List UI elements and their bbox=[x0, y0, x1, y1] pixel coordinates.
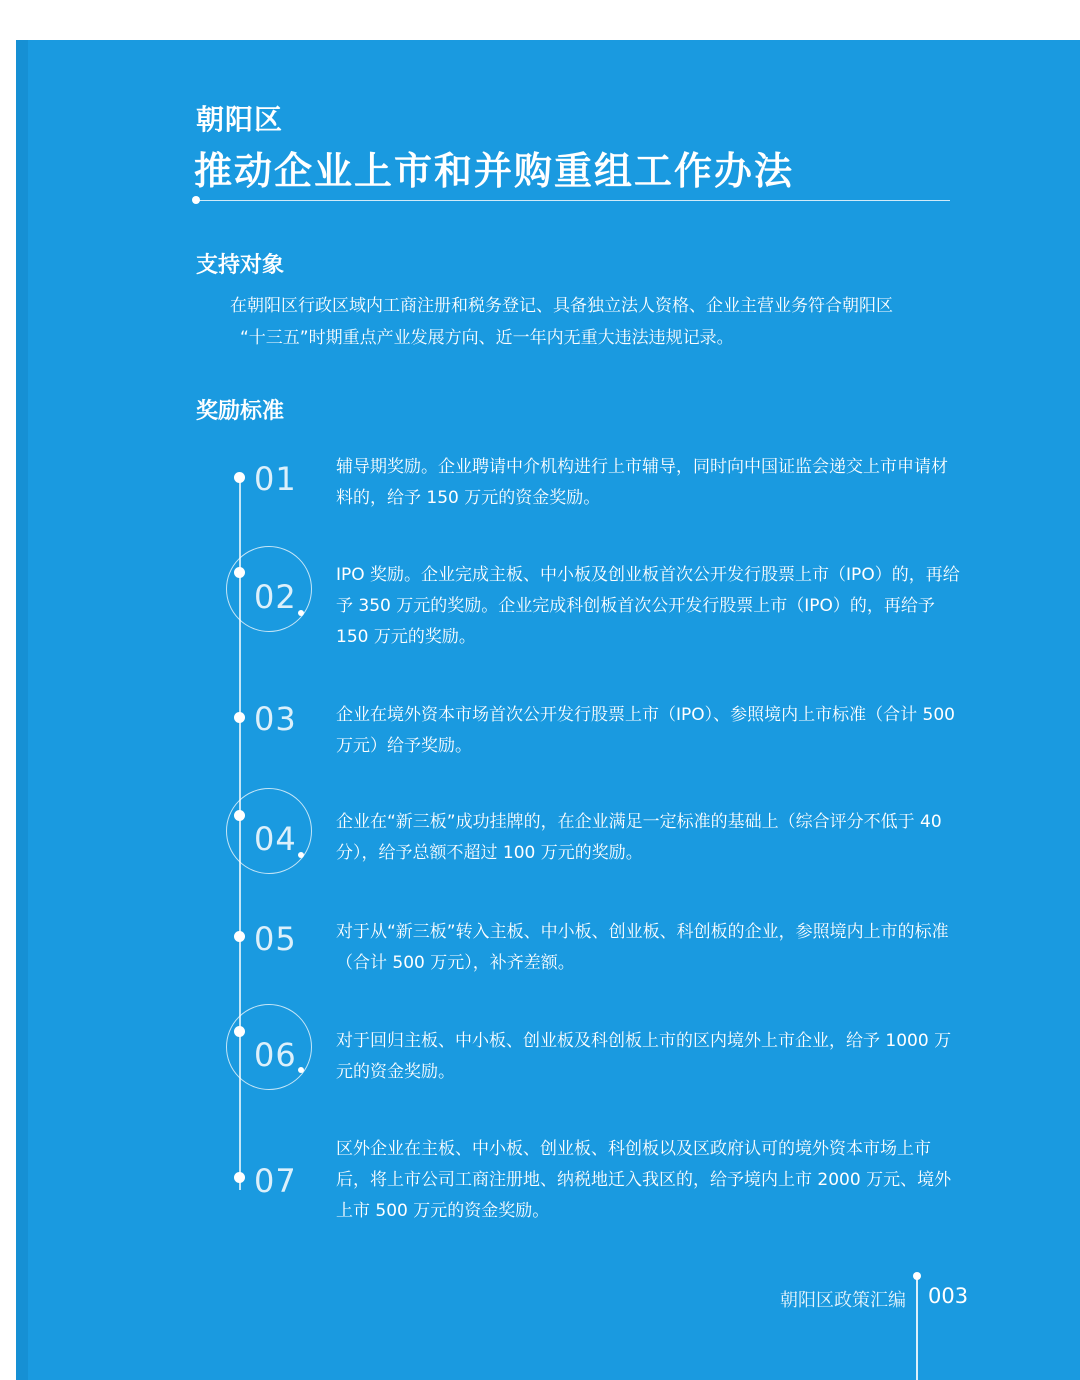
support-text bbox=[230, 290, 970, 354]
page-number: 003 bbox=[928, 1284, 969, 1308]
district-subtitle: 朝阳区 bbox=[196, 103, 284, 136]
timeline-node bbox=[234, 1026, 245, 1037]
item-text: 企业在“新三板”成功挂牌的，在企业满足一定标准的基础上（综合评分不低于 40 分），给予总额不超过 100 万元的奖励。 bbox=[336, 812, 942, 863]
page-title: 推动企业上市和并购重组工作办法 bbox=[194, 149, 795, 193]
item-text: 辅导期奖励。企业聘请中介机构进行上市辅导，同时向中国证监会递交上市申请材料的，给予 150 万元的资金奖励。 bbox=[336, 457, 948, 508]
timeline-node bbox=[234, 810, 245, 821]
item-number: 05 bbox=[254, 920, 297, 958]
timeline-node bbox=[234, 1172, 245, 1183]
item-text: IPO 奖励。企业完成主板、中小板及创业板首次公开发行股票上市（IPO）的，再给予 350 万元的奖励。企业完成科创板首次公开发行股票上市（IPO）的，再给予 150 万元的奖励。 bbox=[336, 565, 960, 647]
timeline-node bbox=[234, 712, 245, 723]
footer-divider-dot bbox=[913, 1272, 921, 1280]
item-text: 对于回归主板、中小板、创业板及科创板上市的区内境外上市企业，给予 1000 万元的资金奖励。 bbox=[336, 1031, 952, 1082]
item-text: 区外企业在主板、中小板、创业板、科创板以及区政府认可的境外资本市场上市后，将上市公司工商注册地、纳税地迁入我区的，给予境内上市 2000 万元、境外上市 500 万元的资金奖励。 bbox=[336, 1139, 952, 1221]
support-line-1: 在朝阳区行政区域内工商注册和税务登记、具备独立法人资格、企业主营业务符合朝阳区 bbox=[230, 296, 893, 316]
title-divider bbox=[196, 200, 950, 201]
timeline-node bbox=[234, 567, 245, 578]
item-number: 02 bbox=[254, 578, 297, 616]
support-line-2: “十三五”时期重点产业发展方向、近一年内无重大违法违规记录。 bbox=[240, 328, 734, 348]
item-number: 04 bbox=[254, 820, 297, 858]
timeline-node bbox=[234, 472, 245, 483]
item-number: 01 bbox=[254, 460, 297, 498]
item-text: 对于从“新三板”转入主板、中小板、创业板、科创板的企业，参照境内上市的标准（合计 500 万元），补齐差额。 bbox=[336, 922, 949, 973]
divider-dot bbox=[192, 196, 200, 204]
publication-name: 朝阳区政策汇编 bbox=[780, 1290, 906, 1311]
item-text: 企业在境外资本市场首次公开发行股票上市（IPO）、参照境内上市标准（合计 500 万元）给予奖励。 bbox=[336, 705, 955, 756]
support-heading: 支持对象 bbox=[196, 253, 285, 278]
item-number: 07 bbox=[254, 1162, 297, 1200]
ring-dot bbox=[298, 852, 304, 858]
rewards-heading: 奖励标准 bbox=[196, 399, 285, 424]
item-number: 06 bbox=[254, 1036, 297, 1074]
item-number: 03 bbox=[254, 700, 297, 738]
ring-dot bbox=[298, 610, 304, 616]
footer-divider bbox=[916, 1276, 918, 1380]
document-page bbox=[16, 40, 1080, 1380]
ring-dot bbox=[298, 1067, 304, 1073]
timeline-node bbox=[234, 931, 245, 942]
